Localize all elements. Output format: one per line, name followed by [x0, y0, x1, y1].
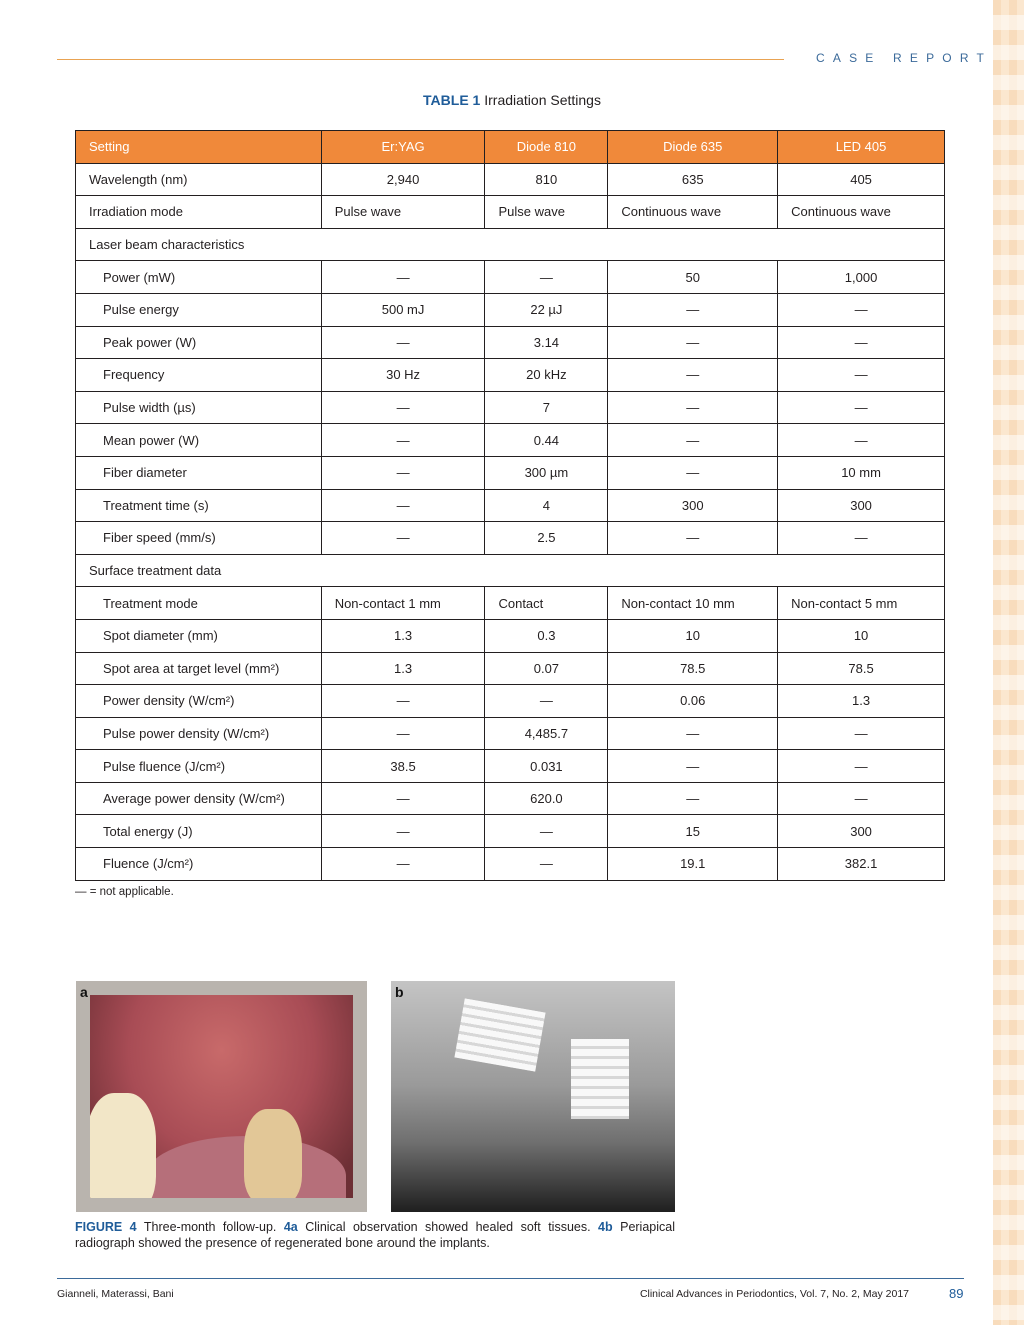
table-cell: 0.44 [485, 424, 608, 457]
table-row [76, 163, 945, 196]
table-cell: Pulse wave [321, 196, 485, 229]
table-row [76, 815, 945, 848]
table-cell: — [778, 717, 945, 750]
row-label: Surface treatment data [76, 554, 945, 587]
table-cell: 3.14 [485, 326, 608, 359]
table-cell: 20 kHz [485, 359, 608, 392]
table-cell: — [608, 522, 778, 555]
table-title [0, 92, 1024, 108]
section-header: CASE REPORT [816, 51, 992, 65]
table-row [76, 391, 945, 424]
table-cell: 15 [608, 815, 778, 848]
table-cell: — [778, 782, 945, 815]
panel-b-label: b [395, 984, 404, 1000]
table-cell: — [321, 261, 485, 294]
footer-authors: Gianneli, Materassi, Bani [57, 1288, 174, 1300]
table-row [76, 456, 945, 489]
row-label: Pulse power density (W/cm²) [76, 717, 322, 750]
table-row [76, 489, 945, 522]
table-cell: — [778, 424, 945, 457]
row-label: Fiber speed (mm/s) [76, 522, 322, 555]
caption-text: Three-month follow-up. [143, 1220, 277, 1234]
decorative-side-strip [993, 0, 1024, 1325]
table-cell: — [608, 293, 778, 326]
table-cell: — [485, 685, 608, 718]
table-body [76, 163, 945, 880]
table-cell: 78.5 [608, 652, 778, 685]
table-cell: — [608, 782, 778, 815]
column-header: Diode 810 [485, 131, 608, 164]
table-row [76, 652, 945, 685]
row-label: Power density (W/cm²) [76, 685, 322, 718]
table-cell: 30 Hz [321, 359, 485, 392]
footer-rule [57, 1278, 964, 1279]
table-cell: — [608, 750, 778, 783]
row-label: Power (mW) [76, 261, 322, 294]
table-cell: — [321, 782, 485, 815]
page-number: 89 [949, 1286, 964, 1301]
table-title-text: Irradiation Settings [484, 92, 601, 108]
footer-journal: Clinical Advances in Periodontics, Vol. 7, No. 2, May 2017 [639, 1288, 909, 1300]
table-cell: 0.07 [485, 652, 608, 685]
row-label: Frequency [76, 359, 322, 392]
table-row [76, 750, 945, 783]
table-cell: 1.3 [321, 619, 485, 652]
row-label: Average power density (W/cm²) [76, 782, 322, 815]
column-header: Setting [76, 131, 322, 164]
table-cell: 10 [608, 619, 778, 652]
panel-a-label: a [80, 984, 88, 1000]
row-label: Spot area at target level (mm²) [76, 652, 322, 685]
table-header-row [76, 131, 945, 164]
table-row [76, 587, 945, 620]
row-label: Mean power (W) [76, 424, 322, 457]
retractor-rim [76, 981, 367, 1212]
table-row [76, 261, 945, 294]
table-cell: 382.1 [778, 848, 945, 881]
column-header: LED 405 [778, 131, 945, 164]
table-row [76, 424, 945, 457]
table-cell: — [485, 815, 608, 848]
row-label: Wavelength (nm) [76, 163, 322, 196]
table-cell: — [485, 261, 608, 294]
table-cell: 38.5 [321, 750, 485, 783]
row-label: Treatment mode [76, 587, 322, 620]
irradiation-settings-table [75, 130, 945, 881]
table-cell: 10 mm [778, 456, 945, 489]
table-cell: 1.3 [778, 685, 945, 718]
header-rule [57, 59, 784, 60]
panel-ref: 4a [283, 1220, 298, 1234]
figure-label: FIGURE 4 [75, 1220, 137, 1234]
table-row [76, 196, 945, 229]
table-cell: 405 [778, 163, 945, 196]
table-row [76, 782, 945, 815]
table-cell: 620.0 [485, 782, 608, 815]
table-cell: 300 [608, 489, 778, 522]
table-section-row [76, 554, 945, 587]
row-label: Fiber diameter [76, 456, 322, 489]
table-cell: — [608, 326, 778, 359]
table-cell: 2,940 [321, 163, 485, 196]
table-cell: 0.031 [485, 750, 608, 783]
table-cell: — [608, 424, 778, 457]
table-cell: — [608, 717, 778, 750]
caption-text: Clinical observation showed healed soft tissues. [305, 1220, 591, 1234]
caption-text: Periapical radiograph showed the presence of regenerated bone around the implants. [75, 1220, 675, 1250]
table-cell: 0.06 [608, 685, 778, 718]
radiograph-panel-b [391, 981, 675, 1212]
table-cell: 50 [608, 261, 778, 294]
table-cell: — [778, 326, 945, 359]
table-cell: — [778, 293, 945, 326]
table-cell: — [321, 685, 485, 718]
table-row [76, 848, 945, 881]
table-label: TABLE 1 [423, 92, 481, 108]
table-cell: — [321, 848, 485, 881]
table-section-row [76, 228, 945, 261]
table-cell: — [321, 522, 485, 555]
row-label: Irradiation mode [76, 196, 322, 229]
table-row [76, 522, 945, 555]
table-row [76, 619, 945, 652]
table-cell: 300 µm [485, 456, 608, 489]
row-label: Fluence (J/cm²) [76, 848, 322, 881]
row-label: Pulse fluence (J/cm²) [76, 750, 322, 783]
table-cell: — [321, 326, 485, 359]
row-label: Laser beam characteristics [76, 228, 945, 261]
table-cell: — [778, 391, 945, 424]
table-row [76, 359, 945, 392]
table-cell: — [321, 424, 485, 457]
table-cell: 1,000 [778, 261, 945, 294]
table-cell: — [608, 359, 778, 392]
table-row [76, 717, 945, 750]
table-cell: — [321, 717, 485, 750]
figure-caption [75, 1219, 675, 1251]
table-cell: — [485, 848, 608, 881]
table-cell: 4,485.7 [485, 717, 608, 750]
table-cell: 4 [485, 489, 608, 522]
table-cell: 1.3 [321, 652, 485, 685]
table-cell: Contact [485, 587, 608, 620]
table-cell: Non-contact 10 mm [608, 587, 778, 620]
table-cell: Pulse wave [485, 196, 608, 229]
table-row [76, 326, 945, 359]
table-row [76, 293, 945, 326]
table-cell: 19.1 [608, 848, 778, 881]
table-cell: 300 [778, 815, 945, 848]
table-cell: 635 [608, 163, 778, 196]
table-cell: — [321, 489, 485, 522]
table-cell: 300 [778, 489, 945, 522]
table-row [76, 685, 945, 718]
table-cell: — [321, 391, 485, 424]
panel-ref: 4b [598, 1220, 613, 1234]
table-cell: Non-contact 5 mm [778, 587, 945, 620]
table-cell: — [321, 456, 485, 489]
table-cell: — [321, 815, 485, 848]
table-cell: — [778, 522, 945, 555]
table-cell: Non-contact 1 mm [321, 587, 485, 620]
table-cell: — [778, 750, 945, 783]
row-label: Treatment time (s) [76, 489, 322, 522]
table-cell: 22 µJ [485, 293, 608, 326]
column-header: Er:YAG [321, 131, 485, 164]
column-header: Diode 635 [608, 131, 778, 164]
table-cell: — [608, 456, 778, 489]
table-cell: 7 [485, 391, 608, 424]
row-label: Pulse width (µs) [76, 391, 322, 424]
implant-shape [571, 1039, 629, 1119]
table-cell: — [608, 391, 778, 424]
table-cell: Continuous wave [778, 196, 945, 229]
table-cell: 10 [778, 619, 945, 652]
table-cell: 0.3 [485, 619, 608, 652]
implant-shape [454, 998, 545, 1071]
row-label: Pulse energy [76, 293, 322, 326]
table-cell: Continuous wave [608, 196, 778, 229]
table-cell: — [778, 359, 945, 392]
table-cell: 2.5 [485, 522, 608, 555]
table-cell: 810 [485, 163, 608, 196]
row-label: Total energy (J) [76, 815, 322, 848]
clinical-photo-panel-a [76, 981, 367, 1212]
row-label: Spot diameter (mm) [76, 619, 322, 652]
table-cell: 78.5 [778, 652, 945, 685]
row-label: Peak power (W) [76, 326, 322, 359]
table-cell: 500 mJ [321, 293, 485, 326]
table-footnote: — = not applicable. [75, 886, 174, 898]
